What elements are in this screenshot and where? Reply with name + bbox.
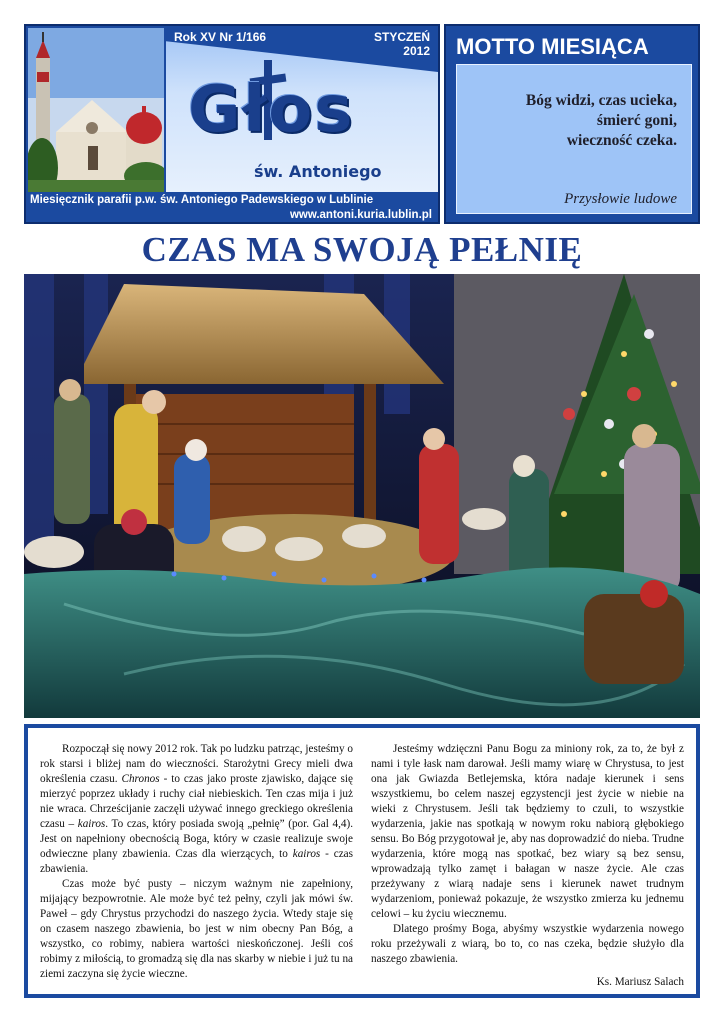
author-signature: Ks. Mariusz Salach	[596, 976, 684, 988]
masthead	[24, 24, 440, 224]
article-paragraph: Jesteśmy wdzięczni Panu Bogu za miniony rok, za to, że był z nami i tyle łask nam darował. Jeśli mamy wiarę w Chrystusa, to jest ona jak Gwiazda Betlejemska, która nadaje kierunek i sens wszystkiemu, bo celem naszej egzystencji jest życie w niebie na wieki z Chrystusem. Jeśli tak będziemy to czuli, to wszystkie wydarzenia, jakie nas spotkają w nowym roku nabiorą głębokiego sensu. Bo Bóg przygotował je, aby nas doprowadzić do nieba. Trudne wydarzenia, które mogą nas spotkać, bez wiary są bez sensu, wprowadzają tylko zamęt i bałagan w nasze życie. Ale czas przeżywany z wiarą nadaje sens i kierunek nawet trudnym wydarzeniom, ponieważ pokazuje, że wszystko zmierza ku jednemu celowi – ku życiu wiecznemu.	[371, 743, 684, 920]
issue-date	[374, 30, 430, 58]
church-photo	[28, 28, 164, 192]
issue-number: Rok XV Nr 1/166	[174, 30, 267, 44]
website-link[interactable]: www.antoni.kuria.lublin.pl	[289, 209, 432, 221]
motto-panel	[444, 24, 700, 224]
newspaper-subtitle: św. Antoniego	[254, 162, 382, 181]
article-paragraph: Dlatego prośmy Boga, abyśmy wszystkie wydarzenia nowego roku przeżywali z wiarą, bo to, co nas czeka, będzie służyło dla naszego zbawienia.	[371, 923, 684, 965]
logo-area	[166, 28, 438, 192]
parish-line: Miesięcznik parafii p.w. św. Antoniego Padewskiego w Lublinie	[30, 194, 374, 206]
motto-box	[456, 64, 692, 214]
article-frame	[24, 724, 700, 998]
nativity-photo	[24, 274, 700, 718]
article-column-left	[40, 742, 353, 988]
motto-source: Przysłowie ludowe	[564, 191, 677, 207]
issue-month: STYCZEŃ	[373, 30, 430, 44]
newspaper-title: Głos	[188, 73, 355, 147]
issue-year: 2012	[403, 44, 430, 58]
article-paragraph: Czas może być pusty – niczym ważnym nie zapełniony, mijający bezpowrotnie. Ale może być też pełny, czyli jak mówi św. Paweł – gdy Chrystus przychodzi do naszego życia. Wtedy staje się on czasem naszego zbawienia, bo jest w nim obecny Pan Bóg, a wszystko, co robimy, nabiera wartości nieskończonej. Jeśli coś robimy z miłością, to gromadzą się dla nas skarby w niebie i już tu na ziemi zaczyna się życie wieczne.	[40, 878, 353, 980]
article-body	[28, 728, 696, 994]
motto-heading: MOTTO MIESIĄCA	[456, 34, 649, 59]
motto-text: Bóg widzi, czas ucieka, śmierć goni, wieczność czeka.	[525, 92, 677, 149]
article-column-right	[371, 742, 684, 988]
article-paragraph: Rozpoczął się nowy 2012 rok. Tak po ludzku patrząc, jesteśmy o rok starsi i bliżej nam do wieczności. Starożytni Grecy mieli dwa określenia czasu. Chronos - to czas jako proste zjawisko, dające się mierzyć poprzez układy i ruchy ciał niebieskich. Ten czas mija i już nie wraca. Chrześcijanie zaczęli używać innego greckiego określenia czasu – kairos. To czas, który posiada swoją „pełnię” (por. Gal 4,4). Jest on napełniony obecnością Boga, który w czasie realizuje swoje odwieczne plany zbawienia. Czas dla wierzących, to kairos - czas zbawienia.	[40, 743, 354, 875]
headline: CZAS MA SWOJĄ PEŁNIĘ	[141, 230, 583, 269]
